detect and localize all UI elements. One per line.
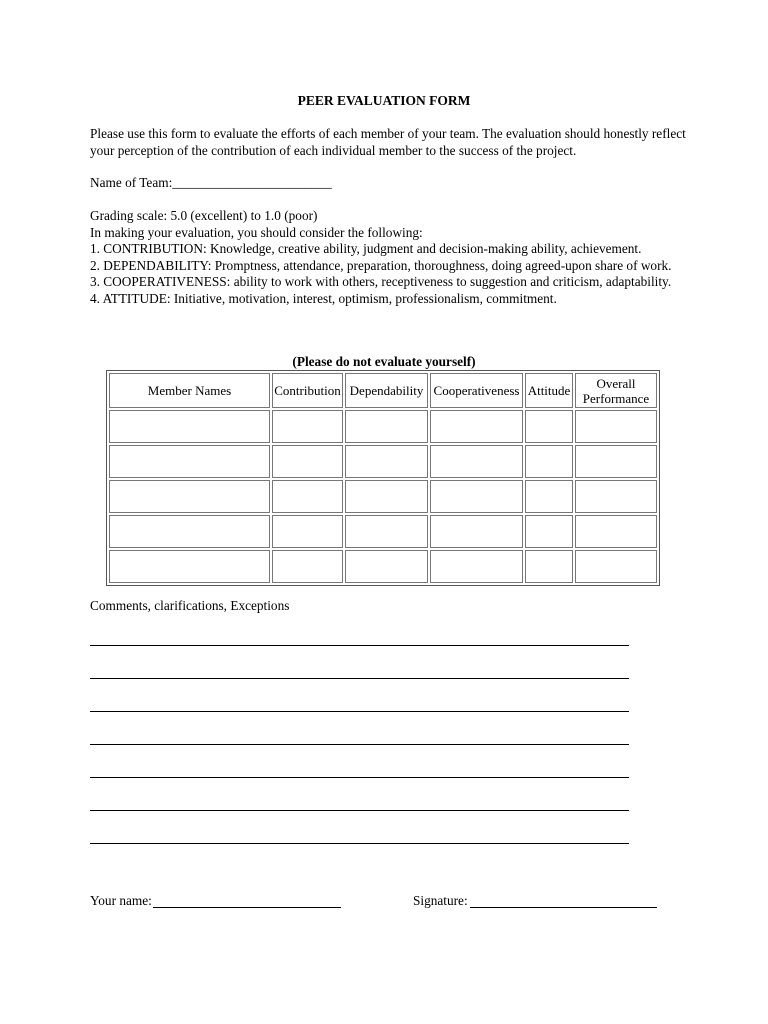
header-attitude: Attitude (525, 373, 573, 408)
dependability-cell[interactable] (345, 445, 428, 478)
table-row (109, 550, 657, 583)
table-note: (Please do not evaluate yourself) (292, 354, 476, 369)
cooperativeness-cell[interactable] (430, 445, 523, 478)
contribution-cell[interactable] (272, 480, 343, 513)
comment-line[interactable] (90, 843, 629, 844)
header-dependability: Dependability (345, 373, 428, 408)
comment-line[interactable] (90, 777, 629, 778)
cooperativeness-cell[interactable] (430, 480, 523, 513)
overall-performance-cell[interactable] (575, 515, 657, 548)
header-contribution: Contribution (272, 373, 343, 408)
table-row (109, 480, 657, 513)
comment-line[interactable] (90, 810, 629, 811)
cooperativeness-cell[interactable] (430, 410, 523, 443)
evaluation-table (106, 370, 660, 586)
table-row (109, 515, 657, 548)
member-name-cell[interactable] (109, 550, 270, 583)
consider-text: In making your evaluation, you should consider the following: (90, 224, 423, 240)
member-name-cell[interactable] (109, 480, 270, 513)
header-cooperativeness: Cooperativeness (430, 373, 523, 408)
dependability-cell[interactable] (345, 550, 428, 583)
member-name-cell[interactable] (109, 410, 270, 443)
dependability-cell[interactable] (345, 410, 428, 443)
comment-line[interactable] (90, 744, 629, 745)
table-header-row (109, 373, 657, 408)
team-name-field[interactable]: Name of Team:________________________ (90, 175, 332, 190)
cooperativeness-cell[interactable] (430, 550, 523, 583)
overall-performance-cell[interactable] (575, 445, 657, 478)
member-name-cell[interactable] (109, 445, 270, 478)
overall-performance-cell[interactable] (575, 550, 657, 583)
criterion-dependability: 2. DEPENDABILITY: Promptness, attendance, preparation, thoroughness, doing agreed-upon share of work. (90, 257, 672, 273)
member-name-cell[interactable] (109, 515, 270, 548)
form-title: PEER EVALUATION FORM (297, 93, 471, 108)
attitude-cell[interactable] (525, 410, 573, 443)
signature-line[interactable] (470, 907, 657, 908)
comment-line[interactable] (90, 645, 629, 646)
attitude-cell[interactable] (525, 445, 573, 478)
your-name-label: Your name: (90, 893, 152, 908)
dependability-cell[interactable] (345, 480, 428, 513)
contribution-cell[interactable] (272, 550, 343, 583)
table-row (109, 445, 657, 478)
comment-line[interactable] (90, 678, 629, 679)
grading-instructions (90, 208, 690, 307)
grading-scale: Grading scale: 5.0 (excellent) to 1.0 (poor) (90, 208, 318, 223)
contribution-cell[interactable] (272, 515, 343, 548)
dependability-cell[interactable] (345, 515, 428, 548)
header-member-names: Member Names (109, 373, 270, 408)
intro-paragraph: Please use this form to evaluate the efforts of each member of your team. The evaluation should honestly reflect your perception of the contribution of each individual member to the success of the project. (90, 126, 686, 158)
attitude-cell[interactable] (525, 480, 573, 513)
criterion-contribution: 1. CONTRIBUTION: Knowledge, creative ability, judgment and decision-making ability, achievement. (90, 241, 642, 256)
contribution-cell[interactable] (272, 445, 343, 478)
contribution-cell[interactable] (272, 410, 343, 443)
cooperativeness-cell[interactable] (430, 515, 523, 548)
attitude-cell[interactable] (525, 550, 573, 583)
your-name-line[interactable] (153, 907, 341, 908)
header-overall-performance: Overall Performance (575, 373, 657, 408)
overall-performance-cell[interactable] (575, 410, 657, 443)
attitude-cell[interactable] (525, 515, 573, 548)
comment-line[interactable] (90, 711, 629, 712)
criterion-cooperativeness: 3. COOPERATIVENESS: ability to work with others, receptiveness to suggestion and criticism, adaptability. (90, 274, 672, 289)
signature-label: Signature: (413, 893, 468, 908)
criterion-attitude: 4. ATTITUDE: Initiative, motivation, interest, optimism, professionalism, commitment. (90, 290, 557, 306)
overall-performance-cell[interactable] (575, 480, 657, 513)
comments-label: Comments, clarifications, Exceptions (90, 598, 290, 613)
table-row (109, 410, 657, 443)
